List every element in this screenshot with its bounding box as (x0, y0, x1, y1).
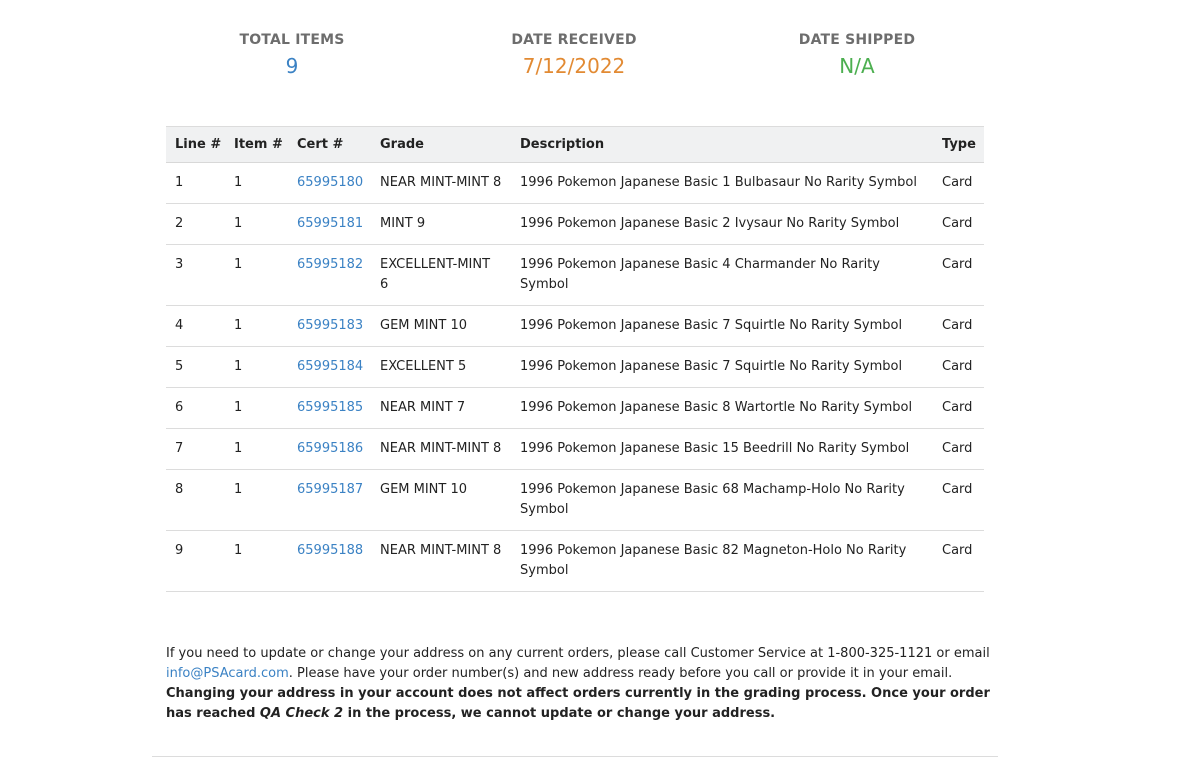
cert-number-cell (288, 531, 371, 592)
grade-cell: EXCELLENT-MINT 6 (371, 245, 511, 306)
total-items-label: TOTAL ITEMS (239, 32, 345, 48)
date-shipped-label: DATE SHIPPED (798, 32, 916, 48)
table-row (166, 388, 984, 429)
cert-number-cell (288, 470, 371, 531)
grade-cell: GEM MINT 10 (371, 306, 511, 347)
cert-number-link[interactable]: 65995188 (297, 543, 364, 558)
table-row (166, 163, 984, 204)
cert-number-link[interactable]: 65995186 (297, 441, 364, 456)
notice-warning-part2: in the process, we cannot update or change your address. (343, 706, 776, 721)
type-cell: Card (933, 163, 984, 204)
cert-number-cell (288, 347, 371, 388)
cert-number-cell (288, 163, 371, 204)
address-change-notice (166, 644, 996, 724)
item-number-cell: 1 (225, 163, 288, 204)
cert-number-link[interactable]: 65995184 (297, 359, 364, 374)
header-item-number: Item # (225, 127, 288, 163)
grade-cell: NEAR MINT-MINT 8 (371, 429, 511, 470)
line-number-cell: 2 (166, 204, 225, 245)
cert-number-link[interactable]: 65995181 (297, 216, 364, 231)
cert-number-cell (288, 245, 371, 306)
table-row (166, 347, 984, 388)
cert-number-link[interactable]: 65995187 (297, 482, 364, 497)
header-line-number: Line # (166, 127, 225, 163)
item-number-cell: 1 (225, 204, 288, 245)
grade-cell: MINT 9 (371, 204, 511, 245)
type-cell: Card (933, 204, 984, 245)
cert-number-link[interactable]: 65995183 (297, 318, 364, 333)
line-number-cell: 8 (166, 470, 225, 531)
grade-cell: NEAR MINT-MINT 8 (371, 163, 511, 204)
line-number-cell: 4 (166, 306, 225, 347)
line-number-cell: 6 (166, 388, 225, 429)
cert-number-link[interactable]: 65995182 (297, 257, 364, 272)
description-cell: 1996 Pokemon Japanese Basic 4 Charmander No Rarity Symbol (511, 245, 933, 306)
date-shipped-value: N/A (839, 54, 875, 78)
notice-warning-qa-check: QA Check 2 (259, 706, 344, 721)
notice-text-before-email: If you need to update or change your address on any current orders, please call Customer Service at 1-800-325-1121 or email (166, 646, 990, 661)
cert-number-cell (288, 204, 371, 245)
description-cell: 1996 Pokemon Japanese Basic 82 Magneton-Holo No Rarity Symbol (511, 531, 933, 592)
type-cell: Card (933, 531, 984, 592)
grade-cell: EXCELLENT 5 (371, 347, 511, 388)
table-row (166, 429, 984, 470)
table-row (166, 245, 984, 306)
order-items-table-container (166, 126, 984, 592)
grade-cell: NEAR MINT 7 (371, 388, 511, 429)
table-row (166, 306, 984, 347)
item-number-cell: 1 (225, 347, 288, 388)
date-received-stat (474, 32, 674, 78)
line-number-cell: 1 (166, 163, 225, 204)
type-cell: Card (933, 347, 984, 388)
table-header (166, 127, 984, 163)
type-cell: Card (933, 306, 984, 347)
type-cell: Card (933, 388, 984, 429)
type-cell: Card (933, 429, 984, 470)
table-header-row (166, 127, 984, 163)
date-received-value: 7/12/2022 (522, 54, 626, 78)
table-row (166, 531, 984, 592)
description-cell: 1996 Pokemon Japanese Basic 7 Squirtle No Rarity Symbol (511, 306, 933, 347)
notice-warning-part1: Changing your address in your account does not affect orders currently in the grading process. Once your order has reached (166, 686, 990, 721)
item-number-cell: 1 (225, 429, 288, 470)
table-body (166, 163, 984, 592)
type-cell: Card (933, 470, 984, 531)
item-number-cell: 1 (225, 388, 288, 429)
total-items-stat (192, 32, 392, 78)
cert-number-cell (288, 429, 371, 470)
header-grade: Grade (371, 127, 511, 163)
cert-number-link[interactable]: 65995185 (297, 400, 364, 415)
line-number-cell: 3 (166, 245, 225, 306)
description-cell: 1996 Pokemon Japanese Basic 8 Wartortle No Rarity Symbol (511, 388, 933, 429)
description-cell: 1996 Pokemon Japanese Basic 2 Ivysaur No Rarity Symbol (511, 204, 933, 245)
item-number-cell: 1 (225, 470, 288, 531)
table-row (166, 204, 984, 245)
header-description: Description (511, 127, 933, 163)
cert-number-cell (288, 306, 371, 347)
bottom-divider (152, 756, 998, 757)
order-summary (0, 32, 1200, 92)
cert-number-link[interactable]: 65995180 (297, 175, 364, 190)
header-type: Type (933, 127, 984, 163)
description-cell: 1996 Pokemon Japanese Basic 15 Beedrill No Rarity Symbol (511, 429, 933, 470)
description-cell: 1996 Pokemon Japanese Basic 1 Bulbasaur No Rarity Symbol (511, 163, 933, 204)
support-email-link[interactable]: info@PSAcard.com (166, 666, 289, 681)
item-number-cell: 1 (225, 245, 288, 306)
line-number-cell: 5 (166, 347, 225, 388)
header-cert-number: Cert # (288, 127, 371, 163)
table-row (166, 470, 984, 531)
grade-cell: GEM MINT 10 (371, 470, 511, 531)
grade-cell: NEAR MINT-MINT 8 (371, 531, 511, 592)
type-cell: Card (933, 245, 984, 306)
notice-text-after-email: . Please have your order number(s) and new address ready before you call or provide it in your email. (288, 666, 953, 681)
line-number-cell: 9 (166, 531, 225, 592)
date-shipped-stat (757, 32, 957, 78)
description-cell: 1996 Pokemon Japanese Basic 7 Squirtle No Rarity Symbol (511, 347, 933, 388)
cert-number-cell (288, 388, 371, 429)
line-number-cell: 7 (166, 429, 225, 470)
date-received-label: DATE RECEIVED (511, 32, 637, 48)
description-cell: 1996 Pokemon Japanese Basic 68 Machamp-Holo No Rarity Symbol (511, 470, 933, 531)
item-number-cell: 1 (225, 306, 288, 347)
order-items-table (166, 126, 984, 592)
item-number-cell: 1 (225, 531, 288, 592)
total-items-value: 9 (285, 54, 299, 78)
